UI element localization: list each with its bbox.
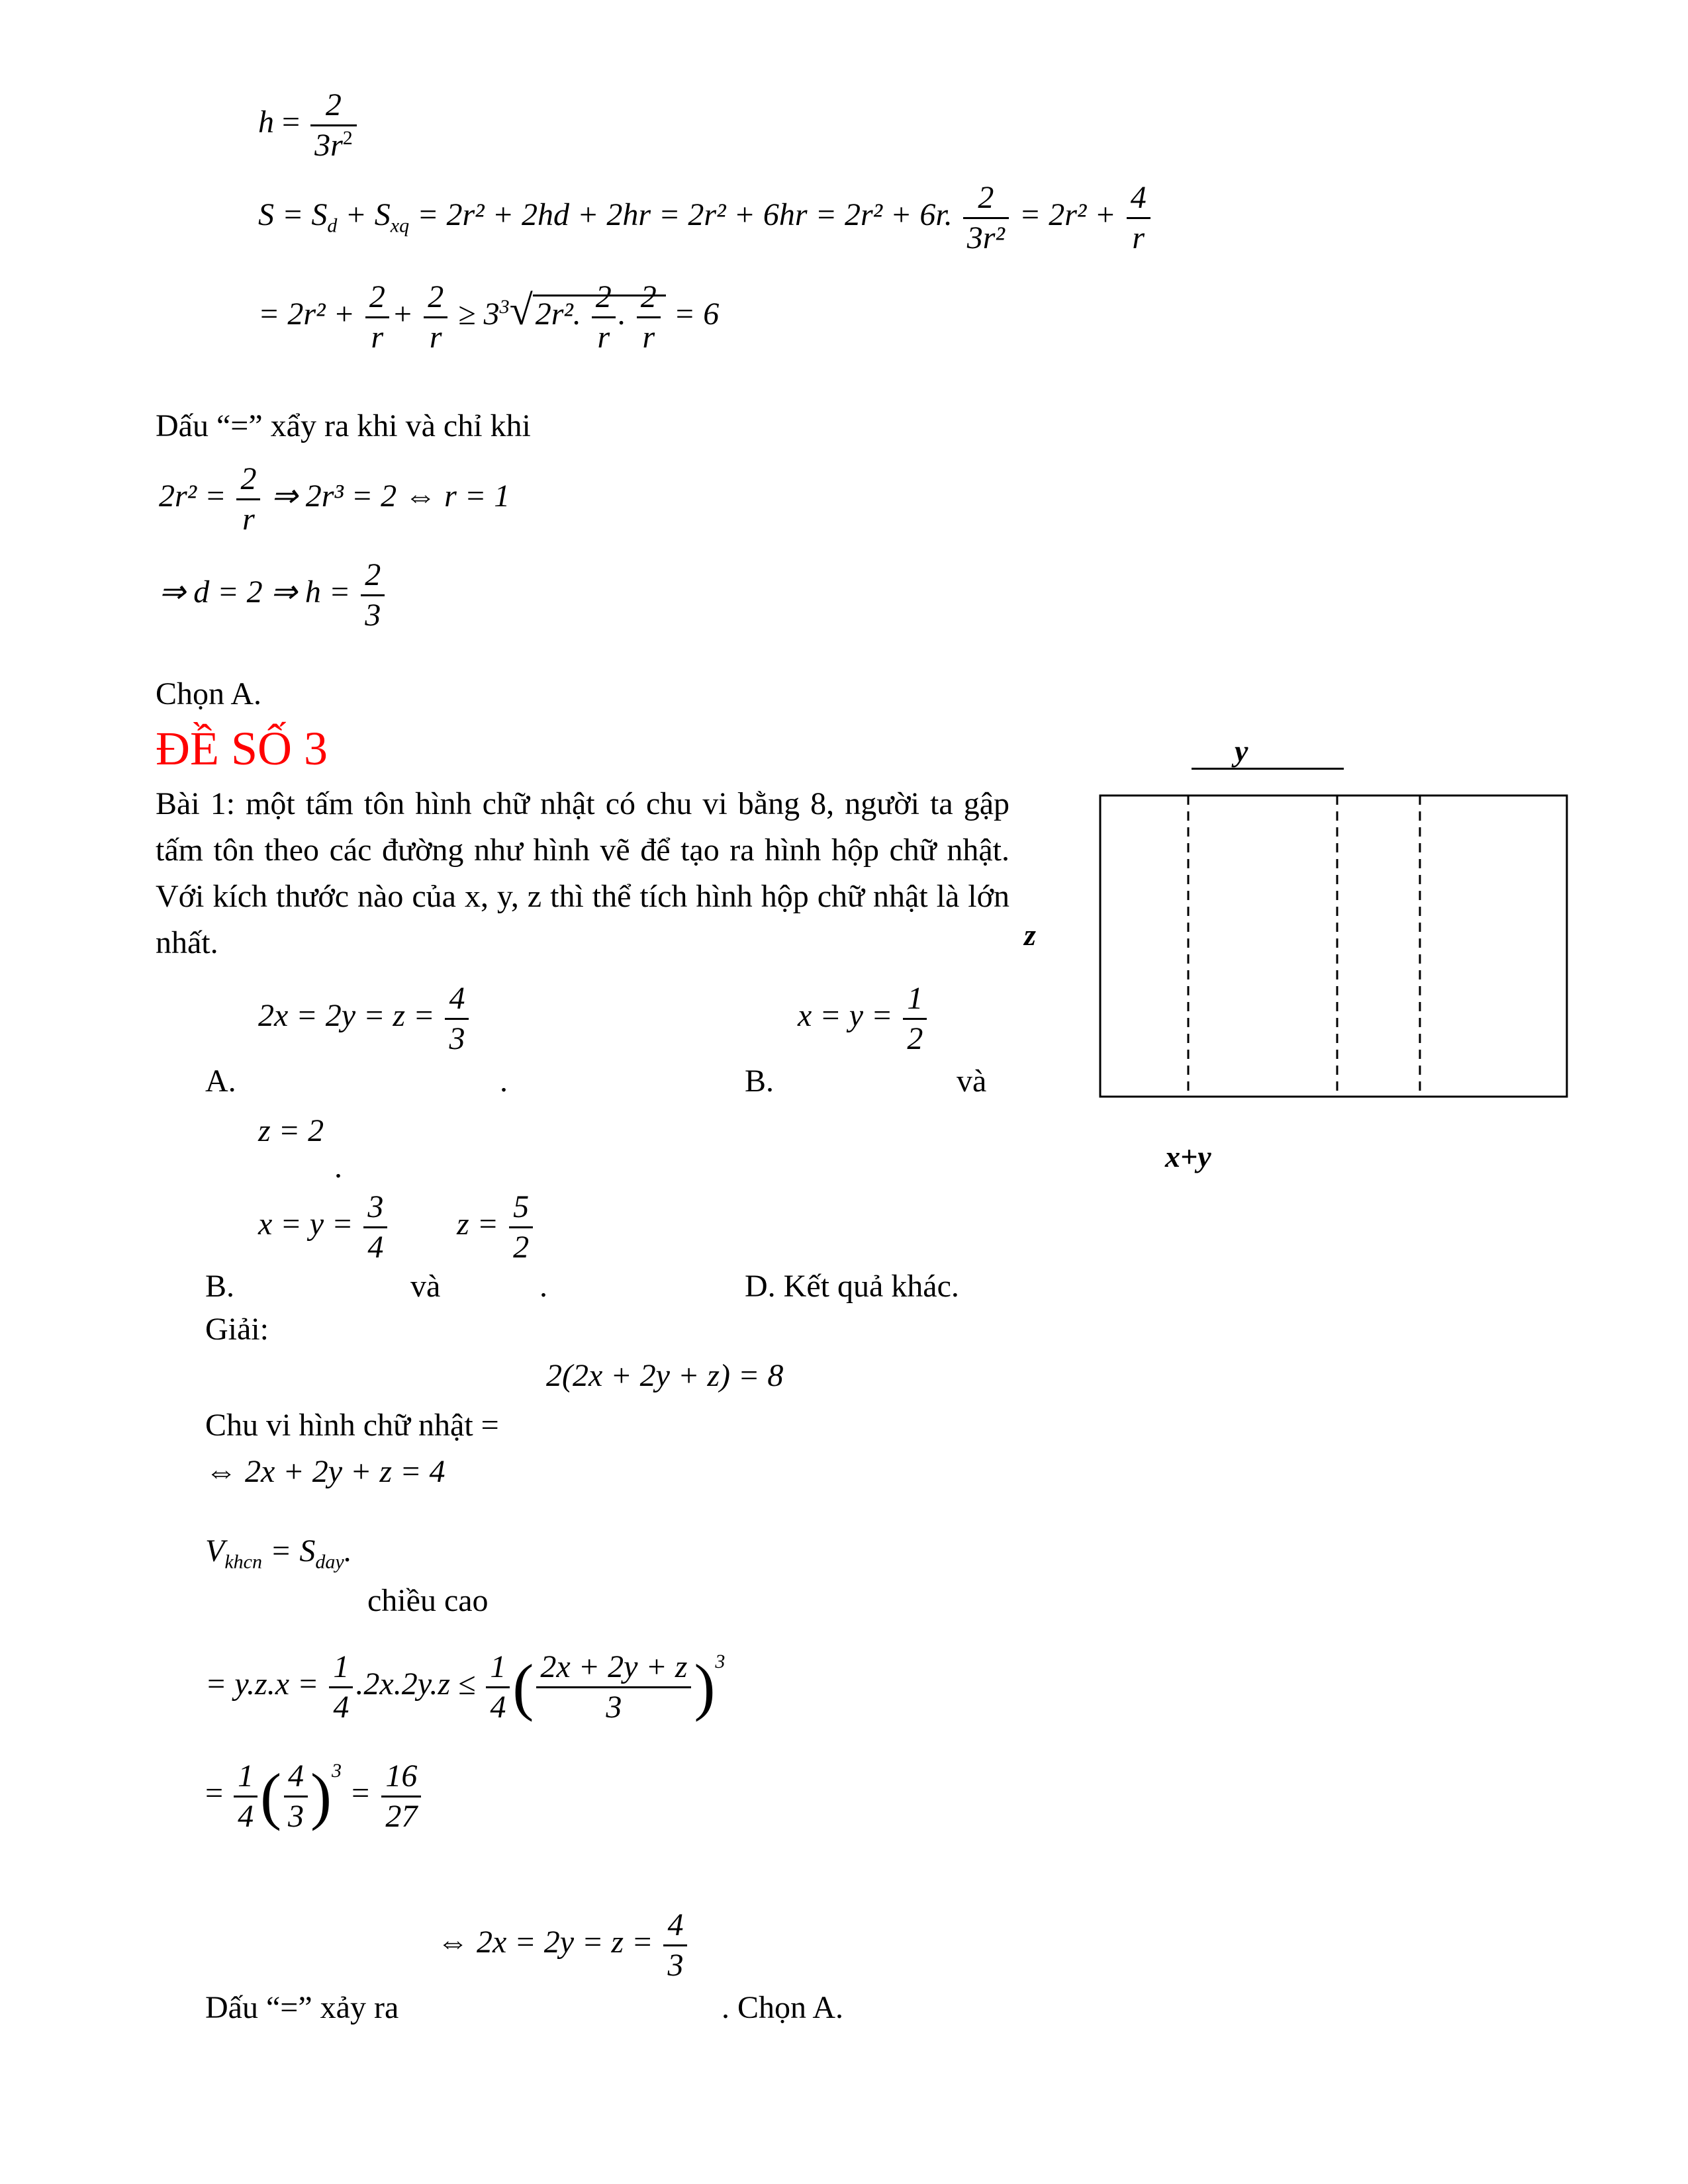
am-gm-fb-den: r — [429, 319, 442, 355]
eq-s-frac2-den: r — [1132, 220, 1145, 255]
eq-d-part1: ⇒ d = 2 ⇒ h = — [159, 574, 359, 610]
eq-d — [159, 556, 387, 634]
option-b2-zexpr — [457, 1188, 536, 1266]
eq-h-den-text: 3r — [314, 127, 343, 163]
net-diagram — [1099, 794, 1575, 1099]
ineq-inner-frac — [536, 1648, 691, 1726]
figure-top-line — [1192, 741, 1344, 770]
option-b2-expr-text: x = y = — [258, 1206, 361, 1242]
result-f1-den: 4 — [238, 1798, 254, 1834]
eq-r-den: r — [242, 501, 255, 537]
eq-s-part1: S = S — [258, 197, 328, 233]
am-gm-rd-num: 2 — [637, 278, 661, 318]
am-gm-frac-b — [424, 278, 447, 356]
option-a-den: 3 — [449, 1021, 465, 1056]
result-eq: = — [342, 1776, 379, 1811]
eq-surface — [258, 179, 1153, 257]
option-b1-num: 1 — [903, 979, 927, 1020]
ineq-f1-num: 1 — [329, 1648, 353, 1688]
perimeter-eq: 2(2x + 2y + z) = 8 — [546, 1358, 784, 1393]
ineq-frac2 — [486, 1648, 510, 1726]
option-b1-frac — [903, 979, 927, 1058]
option-b2-and: và — [410, 1269, 441, 1304]
option-b2-znum: 5 — [509, 1188, 533, 1228]
eq-s-sub-d: d — [327, 214, 338, 237]
option-b2-num: 3 — [363, 1188, 387, 1228]
option-b1-den: 2 — [907, 1021, 923, 1056]
option-b2-zden: 2 — [513, 1229, 530, 1265]
option-a-expr-text: 2x = 2y = z = — [258, 998, 443, 1034]
option-b2-zfrac — [509, 1188, 533, 1266]
volume-inequality: = y.z.x = $\frac{1}{4}$ .2x.2y.z ≤ $\frac{1}{4}$ ( $\frac{2x + 2y + z}{3}$ )$^3$ — [205, 1648, 725, 1726]
eq-r-part1: 2r² = — [159, 478, 234, 514]
equality-text-top: Dấu “=” xẩy ra khi và chỉ khi — [156, 408, 531, 443]
eq-s-part3: = 2r² + — [1011, 197, 1124, 233]
height-text: chiều cao — [367, 1583, 489, 1618]
volume-eq — [205, 1535, 352, 1572]
option-b2-den: 4 — [367, 1229, 384, 1265]
volume-lhs: V — [205, 1533, 225, 1569]
volume-dot: . — [344, 1533, 352, 1569]
figure-label-y: y — [1235, 734, 1248, 768]
volume-result: = $\frac{1}{4}$ ( $\frac{4}{3}$ )$^3$ = $\frac{16}{27}$ — [205, 1757, 424, 1835]
am-gm-frac-c — [592, 278, 616, 356]
am-gm-root-body: 2r². — [535, 296, 581, 332]
eq-h: h = $\frac{2}{3r^2}$ — [258, 86, 359, 164]
result-inner-frac — [284, 1757, 308, 1835]
option-b1-expr-text: x = y = — [798, 998, 901, 1034]
option-b1-dot: . — [334, 1150, 342, 1185]
am-gm-rc-den: r — [597, 319, 610, 355]
am-gm-result: = 6 — [665, 296, 720, 332]
option-b2-expr — [258, 1188, 390, 1266]
option-b2-zexpr-text: z = — [457, 1206, 507, 1242]
ineq-part2: .2x.2y.z ≤ — [355, 1666, 484, 1702]
ineq-f2-den: 4 — [490, 1689, 506, 1725]
option-d: D. Kết quả khác. — [745, 1269, 959, 1304]
ineq-f2-num: 1 — [486, 1648, 510, 1688]
option-b2-label: B. — [205, 1269, 235, 1304]
eq-d-num: 2 — [361, 556, 385, 596]
result-f2-den: 27 — [385, 1798, 418, 1834]
am-gm-fa-den: r — [371, 319, 384, 355]
eq-r-num: 2 — [236, 460, 260, 500]
choose-a-bottom: . Chọn A. — [722, 1990, 844, 2025]
equality-text: Dấu “=” xảy ra — [205, 1990, 399, 2025]
option-a-dot: . — [500, 1064, 508, 1099]
option-b1-label: B. — [745, 1064, 774, 1099]
volume-sub2: day — [315, 1551, 344, 1573]
am-gm-ge: ≥ 3 — [450, 296, 500, 332]
solution-heading: Giải: — [205, 1312, 269, 1347]
eq-am-gm: = 2r² + $\frac{2}{r}$ + $\frac{2}{r}$ ≥ $3^3√2r^2$. $\frac{2}{r}$ . $\frac{2}{r}$ = 6 — [258, 278, 719, 356]
eq-s-frac2-num: 4 — [1127, 179, 1150, 219]
eq-h-num: 2 — [310, 86, 357, 126]
eq-r — [159, 460, 510, 538]
am-gm-root-index: 3 — [499, 296, 510, 318]
am-gm-frac-d — [637, 278, 661, 356]
volume-eq-text: = S — [261, 1533, 316, 1569]
eq-h-fraction — [310, 86, 357, 164]
result-f1-num: 1 — [234, 1757, 258, 1797]
option-b2-dot: . — [539, 1269, 547, 1304]
eq-h-lhs: h — [258, 105, 274, 140]
am-gm-part1: = 2r² + — [258, 296, 363, 332]
ineq-power: 3 — [715, 1651, 726, 1673]
equality-eq — [437, 1906, 690, 1984]
option-b1-expr — [798, 979, 929, 1058]
eq-r-frac — [236, 460, 260, 538]
eq-s-frac2 — [1127, 179, 1150, 257]
eq-s-frac1-num: 2 — [963, 179, 1009, 219]
volume-sub: khcn — [224, 1551, 262, 1573]
am-gm-rc-num: 2 — [592, 278, 616, 318]
figure-label-xy: x+y — [1165, 1140, 1211, 1173]
eq-s-frac1-den: 3r² — [966, 220, 1005, 255]
ineq-inner-den: 3 — [606, 1689, 622, 1725]
am-gm-rd-den: r — [642, 319, 655, 355]
iff-eq: ⇔ 2x + 2y + z = 4 — [205, 1454, 445, 1489]
eq-s-sub-xq: xq — [390, 214, 410, 237]
ineq-f1-den: 4 — [333, 1689, 350, 1725]
am-gm-radicand: 2r². $\frac{2}{r}$ . $\frac{2}{r}$ — [533, 295, 666, 332]
result-inner-den: 3 — [288, 1798, 305, 1834]
option-b2-frac — [363, 1188, 387, 1266]
problem-text: Bài 1: một tấm tôn hình chữ nhật có chu vi bằng 8, người ta gập tấm tôn theo các đường như hình vẽ để tạo ra hình hộp chữ nhật. Với kích thước nào của x, y, z thì thể tích hình hộp chữ nhật là lớn nhất. — [156, 786, 1009, 960]
option-a-label: A. — [205, 1064, 236, 1099]
equality-frac — [663, 1906, 687, 1984]
ineq-part1: = y.z.x = — [205, 1666, 327, 1702]
eq-d-frac — [361, 556, 385, 634]
option-a-expr — [258, 979, 471, 1058]
section-title: ĐỀ SỐ 3 — [156, 722, 328, 775]
result-frac2 — [381, 1757, 421, 1835]
option-b1-z: z = 2 — [258, 1113, 324, 1148]
eq-s-plus: + S — [337, 197, 391, 233]
equality-num: 4 — [663, 1906, 687, 1946]
result-power: 3 — [332, 1760, 342, 1782]
eq-d-den: 3 — [365, 597, 381, 633]
eq-h-den: $3r^2$ — [314, 126, 353, 163]
am-gm-fa-num: 2 — [365, 278, 389, 318]
equality-eq-text: ⇔ 2x = 2y = z = — [437, 1925, 661, 1960]
result-frac1 — [234, 1757, 258, 1835]
net-rectangle — [1100, 796, 1567, 1097]
option-a-num: 4 — [445, 979, 469, 1020]
option-a-frac — [445, 979, 469, 1058]
am-gm-frac-a — [365, 278, 389, 356]
result-f2-num: 16 — [381, 1757, 421, 1797]
eq-r-part2: ⇒ 2r³ = 2 ⇔ r = 1 — [263, 478, 510, 514]
choose-a-top: Chọn A. — [156, 676, 262, 711]
perimeter-text: Chu vi hình chữ nhật = — [205, 1408, 499, 1443]
eq-s-part2: = 2r² + 2hd + 2hr = 2r² + 6hr = 2r² + 6r. — [409, 197, 953, 233]
am-gm-fb-num: 2 — [424, 278, 447, 318]
figure-label-z: z — [1024, 918, 1036, 952]
result-inner-num: 4 — [284, 1757, 308, 1797]
equality-den: 3 — [667, 1947, 684, 1983]
option-b1-and: và — [957, 1064, 987, 1099]
ineq-frac1 — [329, 1648, 353, 1726]
eq-s-frac1 — [963, 179, 1009, 257]
ineq-inner-num: 2x + 2y + z — [536, 1648, 691, 1688]
